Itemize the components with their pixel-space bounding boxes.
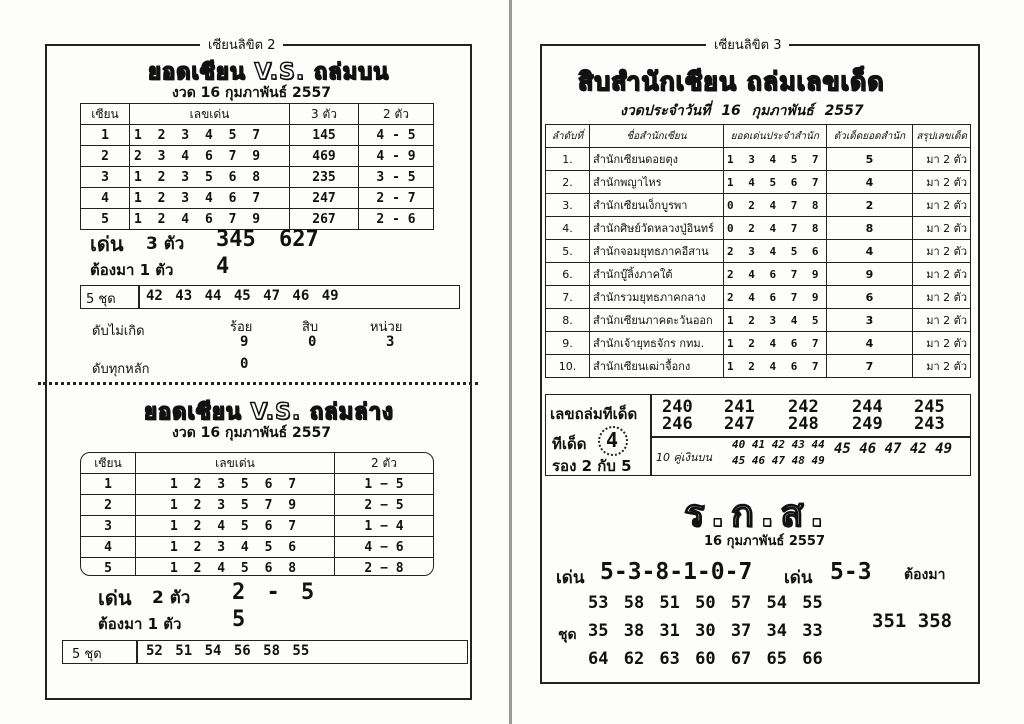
lek-row1-3: 244 xyxy=(852,397,883,417)
table-row xyxy=(546,309,971,332)
cell: 3 xyxy=(81,516,136,537)
col-header: ยอดเด่นประจำสำนัก xyxy=(723,125,826,148)
cell: 1 − 5 xyxy=(335,474,434,495)
left-bottom-date: งวด 16 กุมภาพันธ์ 2557 xyxy=(172,425,331,441)
cell: 0 2 4 7 8 xyxy=(723,217,826,240)
dub-val-roi: 9 xyxy=(240,334,249,350)
cell: มา 2 ตัว xyxy=(913,194,971,217)
page-fold xyxy=(509,0,512,724)
cell: 1 2 4 5 6 8 xyxy=(136,558,335,577)
cell: 2. xyxy=(546,171,590,194)
table-row xyxy=(546,355,971,378)
cell: 1 − 4 xyxy=(335,516,434,537)
col-header: เซียน xyxy=(81,453,136,474)
cell: 235 xyxy=(290,167,359,188)
table-row xyxy=(81,558,433,577)
right-subtitle: งวดประจำวันที่ 16 กุมภาพันธ์ 2557 xyxy=(620,103,864,119)
extra-values: 351 358 xyxy=(872,610,953,632)
lek-row1-0: 240 xyxy=(662,397,693,417)
dub-val-nuay: 3 xyxy=(386,334,395,350)
pair-big: 45 46 47 42 49 xyxy=(834,441,953,457)
cell: 4 xyxy=(826,171,913,194)
cell: 2 - 6 xyxy=(359,209,434,230)
table-row xyxy=(81,537,433,558)
right-header-label: เซียนลิขิต 3 xyxy=(706,34,789,55)
cell: มา 2 ตัว xyxy=(913,217,971,240)
lek-row1-2: 242 xyxy=(788,397,819,417)
cell: 1 2 3 4 5 xyxy=(723,309,826,332)
col-header: ชื่อสำนักเซียน xyxy=(590,125,724,148)
cell: 10. xyxy=(546,355,590,378)
cell: สำนักรวมยุทธภาคกลาง xyxy=(590,286,724,309)
cell: สำนักบู๊ลิ้งภาคใต้ xyxy=(590,263,724,286)
cell: 469 xyxy=(290,146,359,167)
lek-row2-2: 248 xyxy=(788,414,819,434)
cell: 1 xyxy=(81,474,136,495)
cell: 1 2 4 6 7 xyxy=(723,332,826,355)
cell: 1 2 3 4 6 7 xyxy=(130,188,290,209)
cell: สำนักเซียนดอยตุง xyxy=(590,148,724,171)
table-row xyxy=(546,240,971,263)
table-row xyxy=(81,495,433,516)
cell: สำนักเซียนเฒ่าจื้อกง xyxy=(590,355,724,378)
cell: 1 4 5 6 7 xyxy=(723,171,826,194)
tongma-label: ต้องมา xyxy=(904,567,946,583)
chut-label: 5 ชุด xyxy=(86,292,116,307)
cell: 5. xyxy=(546,240,590,263)
left-top-date: งวด 16 กุมภาพันธ์ 2557 xyxy=(172,85,331,101)
chut-values: 52 51 54 56 58 55 xyxy=(146,643,310,659)
table-row xyxy=(546,286,971,309)
cell: 4 − 6 xyxy=(335,537,434,558)
cell: 1. xyxy=(546,148,590,171)
den-3-label: 3 ตัว xyxy=(146,234,185,254)
cell: 6 xyxy=(826,286,913,309)
cell: 2 3 4 6 7 9 xyxy=(130,146,290,167)
cell: สำนักเจ้ายุทธจักร กทม. xyxy=(590,332,724,355)
table-row xyxy=(81,125,434,146)
divider xyxy=(650,394,652,476)
left-bottom-table-frame xyxy=(80,452,434,576)
col-header: 3 ตัว xyxy=(290,104,359,125)
left-bottom-table xyxy=(81,453,433,576)
right-table xyxy=(545,124,971,378)
cell: สำนักเซียนภาคตะวันออก xyxy=(590,309,724,332)
cell: 8. xyxy=(546,309,590,332)
cell: สำนักเซียนเง็กบูรพา xyxy=(590,194,724,217)
cell: 2 xyxy=(81,146,130,167)
col-header: 2 ตัว xyxy=(335,453,434,474)
cell: มา 2 ตัว xyxy=(913,309,971,332)
col-header: เลขเด่น xyxy=(130,104,290,125)
den2-label: เด่น xyxy=(784,568,813,588)
dub-col-nuay: หน่วย xyxy=(370,320,403,335)
chut-label: ชุด xyxy=(558,627,577,643)
cell: 2 xyxy=(81,495,136,516)
cell: 2 3 4 5 6 xyxy=(723,240,826,263)
cell: มา 2 ตัว xyxy=(913,148,971,171)
table-row xyxy=(546,171,971,194)
pair-label: 10 คู่เงินบน xyxy=(656,451,713,464)
lek-row2-0: 246 xyxy=(662,414,693,434)
col-header: ตัวเด็ดยอดสำนัก xyxy=(826,125,913,148)
dub-col-sib: สิบ xyxy=(302,320,319,335)
table-row xyxy=(81,188,434,209)
table-row xyxy=(546,194,971,217)
cell: 1 2 3 5 7 9 xyxy=(136,495,335,516)
table-row xyxy=(546,332,971,355)
den-label: เด่น xyxy=(98,586,132,610)
left-header-label: เซียนลิขิต 2 xyxy=(200,34,283,55)
rks-date: 16 กุมภาพันธ์ 2557 xyxy=(704,534,826,549)
cell: 267 xyxy=(290,209,359,230)
den-label: เด่น xyxy=(556,568,585,588)
dub-val-sib: 0 xyxy=(308,334,317,350)
table-row xyxy=(546,148,971,171)
cell: มา 2 ตัว xyxy=(913,286,971,309)
cell: 7 xyxy=(826,355,913,378)
cell: มา 2 ตัว xyxy=(913,332,971,355)
chut-row-3: 64 62 63 60 67 65 66 xyxy=(588,649,823,669)
dub-label: ดับไม่เกิด xyxy=(92,324,145,339)
cell: 4 - 5 xyxy=(359,125,434,146)
cell: 3 xyxy=(81,167,130,188)
cell: 1 2 4 5 6 7 xyxy=(136,516,335,537)
cell: 3. xyxy=(546,194,590,217)
cell: 2 xyxy=(826,194,913,217)
tongma-value: 4 xyxy=(216,254,230,279)
cell: 4 xyxy=(81,188,130,209)
rks-title: ร.ก.ส. xyxy=(684,491,830,535)
cell: มา 2 ตัว xyxy=(913,355,971,378)
tongma-label: ต้องมา 1 ตัว xyxy=(90,261,174,279)
lek-row2-4: 243 xyxy=(914,414,945,434)
tee-value: 4 xyxy=(606,428,619,452)
chut-label: 5 ชุด xyxy=(72,647,102,662)
tongma-value: 5 xyxy=(232,607,246,632)
col-header: ลำดับที่ xyxy=(546,125,590,148)
cell: มา 2 ตัว xyxy=(913,171,971,194)
lek-row2-1: 247 xyxy=(724,414,755,434)
cell: 1 2 3 4 5 7 xyxy=(130,125,290,146)
cell: 1 xyxy=(81,125,130,146)
cell: มา 2 ตัว xyxy=(913,240,971,263)
cell: 1 2 3 5 6 8 xyxy=(130,167,290,188)
table-row xyxy=(81,474,433,495)
cell: มา 2 ตัว xyxy=(913,263,971,286)
table-row xyxy=(81,146,434,167)
dub-col-roi: ร้อย xyxy=(230,320,253,335)
den-2-label: 2 ตัว xyxy=(152,588,191,608)
cell: 5 xyxy=(81,558,136,577)
lek-label: เลขถล่มทีเด็ด xyxy=(550,405,638,423)
lek-row1-1: 241 xyxy=(724,397,755,417)
tongma-label: ต้องมา 1 ตัว xyxy=(98,615,182,633)
cell: 2 - 7 xyxy=(359,188,434,209)
left-bottom-title: ยอดเซียน V.S. ถล่มล่าง xyxy=(144,400,394,425)
col-header: สรุปเลขเด็ด xyxy=(913,125,971,148)
rong-label: รอง 2 กับ 5 xyxy=(552,457,632,475)
dub-all-label: ดับทุกหลัก xyxy=(92,362,150,377)
cell: 247 xyxy=(290,188,359,209)
cell: 5 xyxy=(81,209,130,230)
den-label: เด่น xyxy=(90,232,124,256)
cell: 7. xyxy=(546,286,590,309)
chut-row-2: 35 38 31 30 37 34 33 xyxy=(588,621,823,641)
lek-row1-4: 245 xyxy=(914,397,945,417)
chut-values: 42 43 44 45 47 46 49 xyxy=(146,288,339,304)
cell: 6. xyxy=(546,263,590,286)
cell: 5 xyxy=(826,148,913,171)
cell: 4 - 9 xyxy=(359,146,434,167)
dotted-divider xyxy=(38,382,478,385)
cell: 2 − 8 xyxy=(335,558,434,577)
cell: 1 3 4 5 7 xyxy=(723,148,826,171)
cell: 8 xyxy=(826,217,913,240)
table-row xyxy=(81,167,434,188)
divider xyxy=(136,640,138,664)
table-row xyxy=(81,516,433,537)
den-seq: 5-3-8-1-0-7 xyxy=(600,559,753,585)
cell: 3 - 5 xyxy=(359,167,434,188)
den-2-values: 2 - 5 xyxy=(232,580,315,605)
col-header: เซียน xyxy=(81,104,130,125)
cell: 1 2 4 6 7 xyxy=(723,355,826,378)
cell: 1 2 3 5 6 7 xyxy=(136,474,335,495)
cell: 3 xyxy=(826,309,913,332)
tee-label: ทีเด็ด xyxy=(552,435,587,453)
table-row xyxy=(546,217,971,240)
table-row xyxy=(546,263,971,286)
pair-small-1: 40 41 42 43 44 xyxy=(732,438,825,451)
den-3-values: 345 627 xyxy=(216,227,319,252)
col-header: เลขเด่น xyxy=(136,453,335,474)
cell: 2 − 5 xyxy=(335,495,434,516)
den2-value: 5-3 xyxy=(830,559,872,585)
cell: สำนักศิษย์วัดหลวงปู่อินทร์ xyxy=(590,217,724,240)
cell: 2 4 6 7 9 xyxy=(723,286,826,309)
cell: 4 xyxy=(826,240,913,263)
right-title: สิบสำนักเซียน ถล่มเลขเด็ด xyxy=(578,67,885,96)
pair-small-2: 45 46 47 48 49 xyxy=(732,454,825,467)
cell: 9 xyxy=(826,263,913,286)
dub-all-value: 0 xyxy=(240,356,249,372)
cell: 1 2 4 6 7 9 xyxy=(130,209,290,230)
cell: 4 xyxy=(826,332,913,355)
cell: สำนักพญาไหร xyxy=(590,171,724,194)
left-top-table xyxy=(80,103,434,230)
divider xyxy=(138,285,140,309)
cell: 1 2 3 4 5 6 xyxy=(136,537,335,558)
lek-row2-3: 249 xyxy=(852,414,883,434)
cell: 0 2 4 7 8 xyxy=(723,194,826,217)
chut-row-1: 53 58 51 50 57 54 55 xyxy=(588,593,823,613)
cell: 2 4 6 7 9 xyxy=(723,263,826,286)
cell: สำนักจอมยุทธภาคอีสาน xyxy=(590,240,724,263)
cell: 4. xyxy=(546,217,590,240)
left-top-title: ยอดเซียน V.S. ถล่มบน xyxy=(148,60,390,85)
cell: 145 xyxy=(290,125,359,146)
cell: 4 xyxy=(81,537,136,558)
cell: 9. xyxy=(546,332,590,355)
col-header: 2 ตัว xyxy=(359,104,434,125)
